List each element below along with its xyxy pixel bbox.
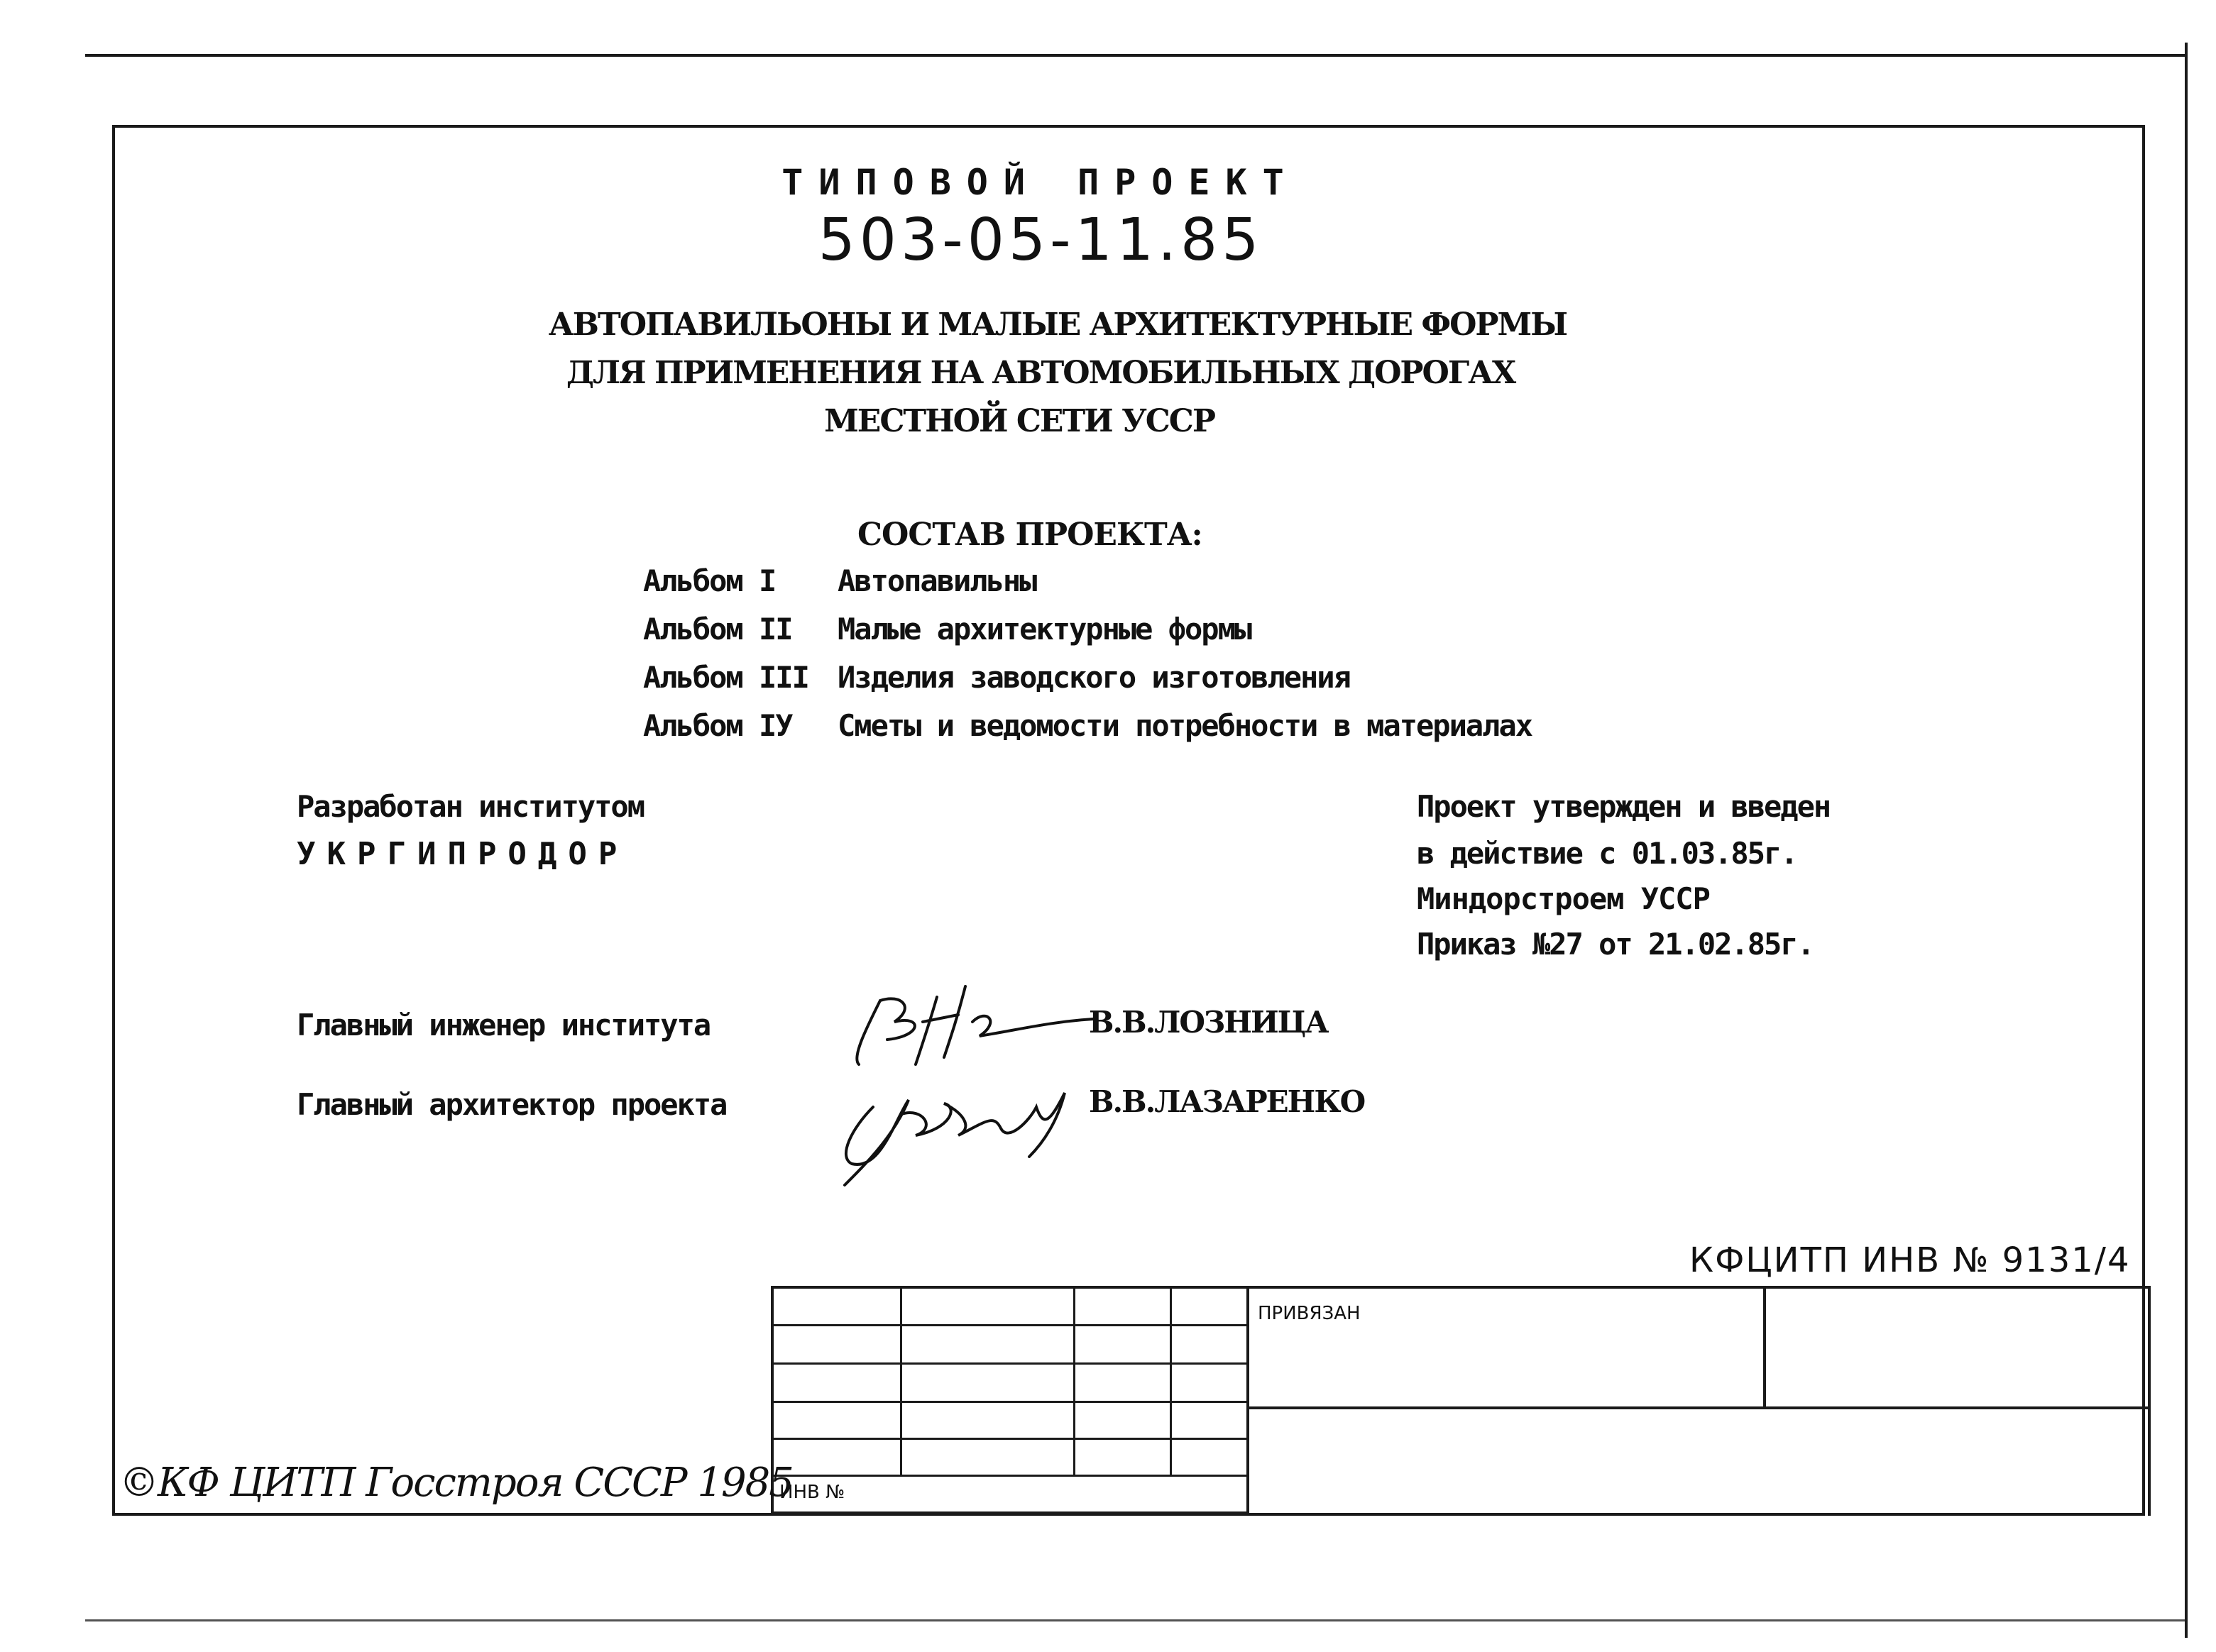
approval-line-2: в действие с 01.03.85г. [1417, 836, 1797, 871]
chief-architect-role: Главный архитектор проекта [297, 1087, 727, 1122]
project-number: 503-05-11.85 [818, 206, 1263, 274]
title-line-2: ДЛЯ ПРИМЕНЕНИЯ НА АВТОМОБИЛЬНЫХ ДОРОГАХ [566, 355, 1515, 391]
outer-bottom-line [85, 1619, 2185, 1621]
album-label: Альбом II [643, 612, 792, 646]
composition-heading: СОСТАВ ПРОЕКТА: [857, 517, 1202, 553]
chief-architect-name: В.В.ЛАЗАРЕНКО [1089, 1084, 1365, 1119]
album-title: Малые архитектурные формы [838, 612, 1251, 646]
approval-line-4: Приказ №27 от 21.02.85г. [1417, 927, 1814, 962]
chief-engineer-role: Главный инженер института [297, 1008, 711, 1042]
album-title: Изделия заводского изготовления [838, 660, 1350, 695]
album-label: Альбом III [643, 660, 808, 695]
approval-line-1: Проект утвержден и введен [1417, 789, 1831, 824]
developer-name: УКРГИПРОДОР [297, 836, 629, 872]
inventory-stamp: КФЦИТП ИНВ № 9131/4 [1689, 1240, 2131, 1280]
album-title: Сметы и ведомости потребности в материалах [838, 708, 1532, 743]
title-line-1: АВТОПАВИЛЬОНЫ И МАЛЫЕ АРХИТЕКТУРНЫЕ ФОРМЫ [548, 307, 1567, 343]
album-title: Автопавильны [838, 563, 1036, 598]
album-label: Альбом I [643, 563, 776, 598]
outer-top-line [85, 54, 2186, 57]
signature-2-icon [823, 1064, 1121, 1192]
bound-label: ПРИВЯЗАН [1258, 1303, 1361, 1324]
outer-right-line [2185, 43, 2188, 1638]
developer-label: Разработан институтом [297, 789, 644, 824]
inv-label: ИНВ № [779, 1482, 845, 1503]
album-label: Альбом IУ [643, 708, 792, 743]
copyright: ©КФ ЦИТП Госстроя СССР 1985 [119, 1460, 793, 1506]
signature-1-icon [838, 972, 1121, 1072]
approval-line-3: Миндорстроем УССР [1417, 881, 1710, 916]
chief-engineer-name: В.В.ЛОЗНИЦА [1089, 1005, 1328, 1040]
title-line-3: МЕСТНОЙ СЕТИ УССР [824, 403, 1214, 439]
doc-type: ТИПОВОЙ ПРОЕКТ [781, 162, 1300, 203]
